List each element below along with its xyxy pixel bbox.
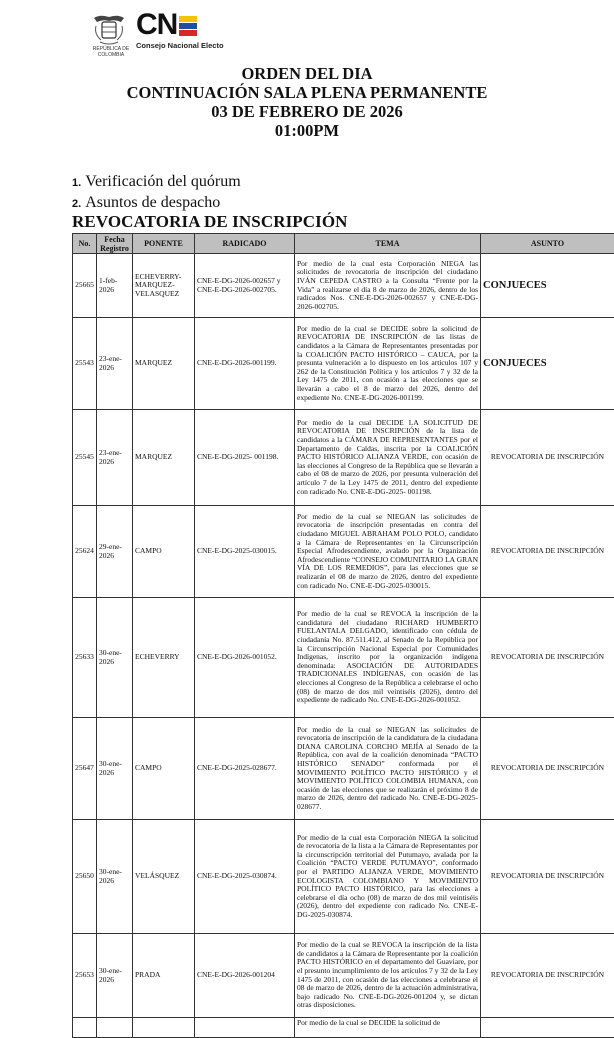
logo-bar-blue [179,23,197,29]
cell-radicado: CNE-E-DG-2026-001199. [195,318,295,410]
cell-asunto: REVOCATORIA DE INSCRIPCIÓN [481,598,614,718]
cell-no: 25650 [73,820,97,934]
agenda-item-number: 1. [72,177,81,189]
cell-ponente: ECHEVERRY-MARQUEZ-VELASQUEZ [133,254,195,318]
logo-subtitle: Consejo Nacional Electo [136,41,224,50]
agenda-item-number: 2. [72,198,81,210]
document-header [86,8,246,52]
table-row [73,410,614,506]
cell-asunto [481,1018,614,1038]
cell-tema: Por medio de la cual se NIEGAN las solicitudes de revocatoria de inscripción de la candidatura de la ciudadana DIANA CAROLINA CORCHO MEJÍA al Senado de la República, con aval de la coalición denominada “PACTO HISTÓRICO SENADO” conformada por el MOVIMIENTO POLÍTICO PACTO HISTÓRICO y el MOVIMIENTO POLÍTICO COLOMBIA HUMANA, con ocasión de las elecciones que se realizarán el próximo 8 de marzo de 2026, dentro del radicado No. CNE-E-DG-2025-028677. [295,718,481,820]
cell-ponente [133,1018,195,1038]
cell-radicado: CNE-E-DG-2026-002657 y CNE-E-DG-2026-002705. [195,254,295,318]
cell-radicado: CNE-E-DG-2025-028677. [195,718,295,820]
logo-color-bars [179,15,197,36]
column-header-tema: TEMA [295,234,481,254]
table-row [73,506,614,598]
column-header-asunto: ASUNTO [481,234,614,254]
column-header-radicado: RADICADO [195,234,295,254]
seal-caption: REPÚBLICA DE COLOMBIA [86,46,136,58]
agenda-list [72,172,241,214]
cell-fecha: 30-ene-2026 [97,718,133,820]
cell-ponente: MARQUEZ [133,410,195,506]
table-row [73,1018,614,1038]
cell-tema: Por medio de la cual se REVOCA la inscripción de la candidatura del ciudadano RICHARD HUMBERTO FUELANTALA DELGADO, identificado con cédula de ciudadanía No. 87.511.412, al Senado de la República por la Circunscripción Nacional Especial por Comunidades Indígenas, inscrito por la organización indígena denominada: ASOCIACIÓN DE AUTORIDADES TRADICIONALES INDÍGENAS, con ocasión de las elecciones al Congreso de la República a celebrarse el ocho (08) de marzo de dos mil veintiséis (2026), dentro del expediente de radicado No. CNE-E-DG-2026-001052. [295,598,481,718]
cell-tema: Por medio de la cual se DECIDE la solicitud de [295,1018,481,1038]
cell-fecha: 1-feb-2026 [97,254,133,318]
cell-radicado: CNE-E-DG-2026-001204 [195,934,295,1018]
cell-no: 25624 [73,506,97,598]
table-row [73,318,614,410]
agenda-item [72,172,241,193]
cell-radicado [195,1018,295,1038]
cell-radicado: CNE-E-DG-2025-030015. [195,506,295,598]
logo-bar-red [179,30,197,36]
agenda-item-label: Asuntos de despacho [85,194,220,211]
cell-radicado: CNE-E-DG-2025- 001198. [195,410,295,506]
asunto-text: CONJUECES [483,358,612,370]
colombia-seal-icon [90,12,128,48]
cell-no: 25647 [73,718,97,820]
table-row [73,598,614,718]
cell-ponente: PRADA [133,934,195,1018]
cell-no [73,1018,97,1038]
cell-no: 25665 [73,254,97,318]
cne-logo [136,10,224,50]
cell-no: 25543 [73,318,97,410]
cell-ponente: MARQUEZ [133,318,195,410]
document-title [0,64,614,140]
cell-asunto: REVOCATORIA DE INSCRIPCIÓN [481,718,614,820]
cell-tema: Por medio de la cual esta Corporación NIEGA la solicitud de revocatoria de la lista a la Cámara de Representantes por la circunscripción territorial del Putumayo, avalada por la Coalición “PACTO VERDE PUTUMAYO”, conformado por el PARTIDO ALIANZA VERDE, MOVIMIENTO ECOLOGISTA COLOMBIANO Y MOVIMIENTO POLÍTICO PACTO HISTÓRICO, para las elecciones a celebrarse el día ocho (08) de marzo de dos mil veintiséis (2026), dentro del expediente con radicado No. CNE-E-DG-2025-030874. [295,820,481,934]
cell-no: 25633 [73,598,97,718]
column-header-ponente: PONENTE [133,234,195,254]
cell-ponente: CAMPO [133,506,195,598]
table-header-row [73,234,614,254]
asunto-text: CONJUECES [483,280,612,292]
logo-text: CN [136,10,177,40]
column-header-fecha: Fecha Registro [97,234,133,254]
cell-fecha: 30-ene-2026 [97,820,133,934]
cell-fecha: 30-ene-2026 [97,934,133,1018]
cell-asunto: REVOCATORIA DE INSCRIPCIÓN [481,506,614,598]
cell-asunto: REVOCATORIA DE INSCRIPCIÓN [481,820,614,934]
section-heading: REVOCATORIA DE INSCRIPCIÓN [72,212,348,232]
cell-asunto: REVOCATORIA DE INSCRIPCIÓN [481,934,614,1018]
cell-tema: Por medio de la cual se DECIDE sobre la solicitud de REVOCATORIA DE INSCRIPCIÓN de las listas de candidatos a la Cámara de Representantes presentadas por la COALICIÓN PACTO HISTÓRICO – CAUCA, por la presunta vulneración a lo dispuesto en los artículos 107 y 262 de la Constitución Política y los artículos 7 y 32 de la Ley 1475 de 2011, con ocasión a las elecciones que se llevarán a cabo el 8 de marzo del 2026, dentro del expediente No. CNE-E-DG-2026-001199. [295,318,481,410]
cell-tema: Por medio de la cual DECIDE LA SOLICITUD DE REVOCATORIA DE INSCRIPCIÓN de la lista de candidatos a la CÁMARA DE REPRESENTANTES por el Departamento de Caldas, inscrita por la COALICIÓN PACTO HISTÓRICO ALIANZA VERDE, con ocasión de las elecciones al Congreso de la República que se llevarán a cabo el 08 de marzo de 2026, por presunta vulneración del artículo 7 de la Ley 1475 de 2011, dentro del expediente con radicado No. CNE-E-DG-2025- 001198. [295,410,481,506]
agenda-item-label: Verificación del quórum [85,173,241,190]
title-line-4: 01:00PM [0,121,614,140]
cell-no: 25653 [73,934,97,1018]
cell-radicado: CNE-E-DG-2026-001052. [195,598,295,718]
cell-tema: Por medio de la cual se NIEGAN las solicitudes de revocatoria de inscripción presentadas en contra del ciudadano MIGUEL ABRAHAM POLO POLO, candidato a la Cámara de Representantes en la Circunscripción Especial Afrodescendiente, avalado por la Organización Afrodescendiente “CONSEJO COMUNITARIO LA GRAN VÍA DE LOS REMEDIOS”, para las elecciones que se realizarán el 08 de marzo de 2026, dentro del expediente con radicado No. CNE-E-DG-2025-030015. [295,506,481,598]
cell-asunto [481,318,614,410]
column-header-no: No. [73,234,97,254]
cell-fecha: 23-ene-2026 [97,410,133,506]
cell-radicado: CNE-E-DG-2025-030874. [195,820,295,934]
table-row [73,934,614,1018]
cell-tema: Por medio de la cual se REVOCA la inscripción de la lista de candidatos a la Cámara de Representante por la coalición PACTO HISTÓRICO en el departamento del Guaviare, por el presunto incumplimiento de los artículos 7 y 32 de la Ley 1475 de 2011, con ocasión de las elecciones a celebrarse el 08 de marzo de 2026, dentro de la actuación administrativa, bajo radicado No. CNE-E-DG-2026-001204 y, se dictan otras disposiciones. [295,934,481,1018]
title-line-3: 03 DE FEBRERO DE 2026 [0,102,614,121]
table-row [73,718,614,820]
cell-no: 25545 [73,410,97,506]
logo-bar-yellow [179,16,197,22]
agenda-table [72,233,614,1038]
cell-fecha: 30-ene-2026 [97,598,133,718]
table-row [73,254,614,318]
title-line-1: ORDEN DEL DIA [0,64,614,83]
cell-asunto [481,254,614,318]
cell-ponente: ECHEVERRY [133,598,195,718]
cell-asunto: REVOCATORIA DE INSCRIPCIÓN [481,410,614,506]
cell-fecha: 23-ene-2026 [97,318,133,410]
cell-ponente: CAMPO [133,718,195,820]
cell-ponente: VELÁSQUEZ [133,820,195,934]
title-line-2: CONTINUACIÓN SALA PLENA PERMANENTE [0,83,614,102]
cell-fecha: 29-ene-2026 [97,506,133,598]
cell-tema: Por medio de la cual esta Corporación NIEGA las solicitudes de revocatoria de inscripción del ciudadano IVÁN CEPEDA CASTRO a la Consulta “Frente por la Vida” a realizarse el día 8 de marzo de 2026, dentro de los radicados Nos. CNE-E-DG-2026-002657 y CNE-E-DG-2026-002705. [295,254,481,318]
cell-fecha [97,1018,133,1038]
agenda-item [72,193,241,214]
table-row [73,820,614,934]
